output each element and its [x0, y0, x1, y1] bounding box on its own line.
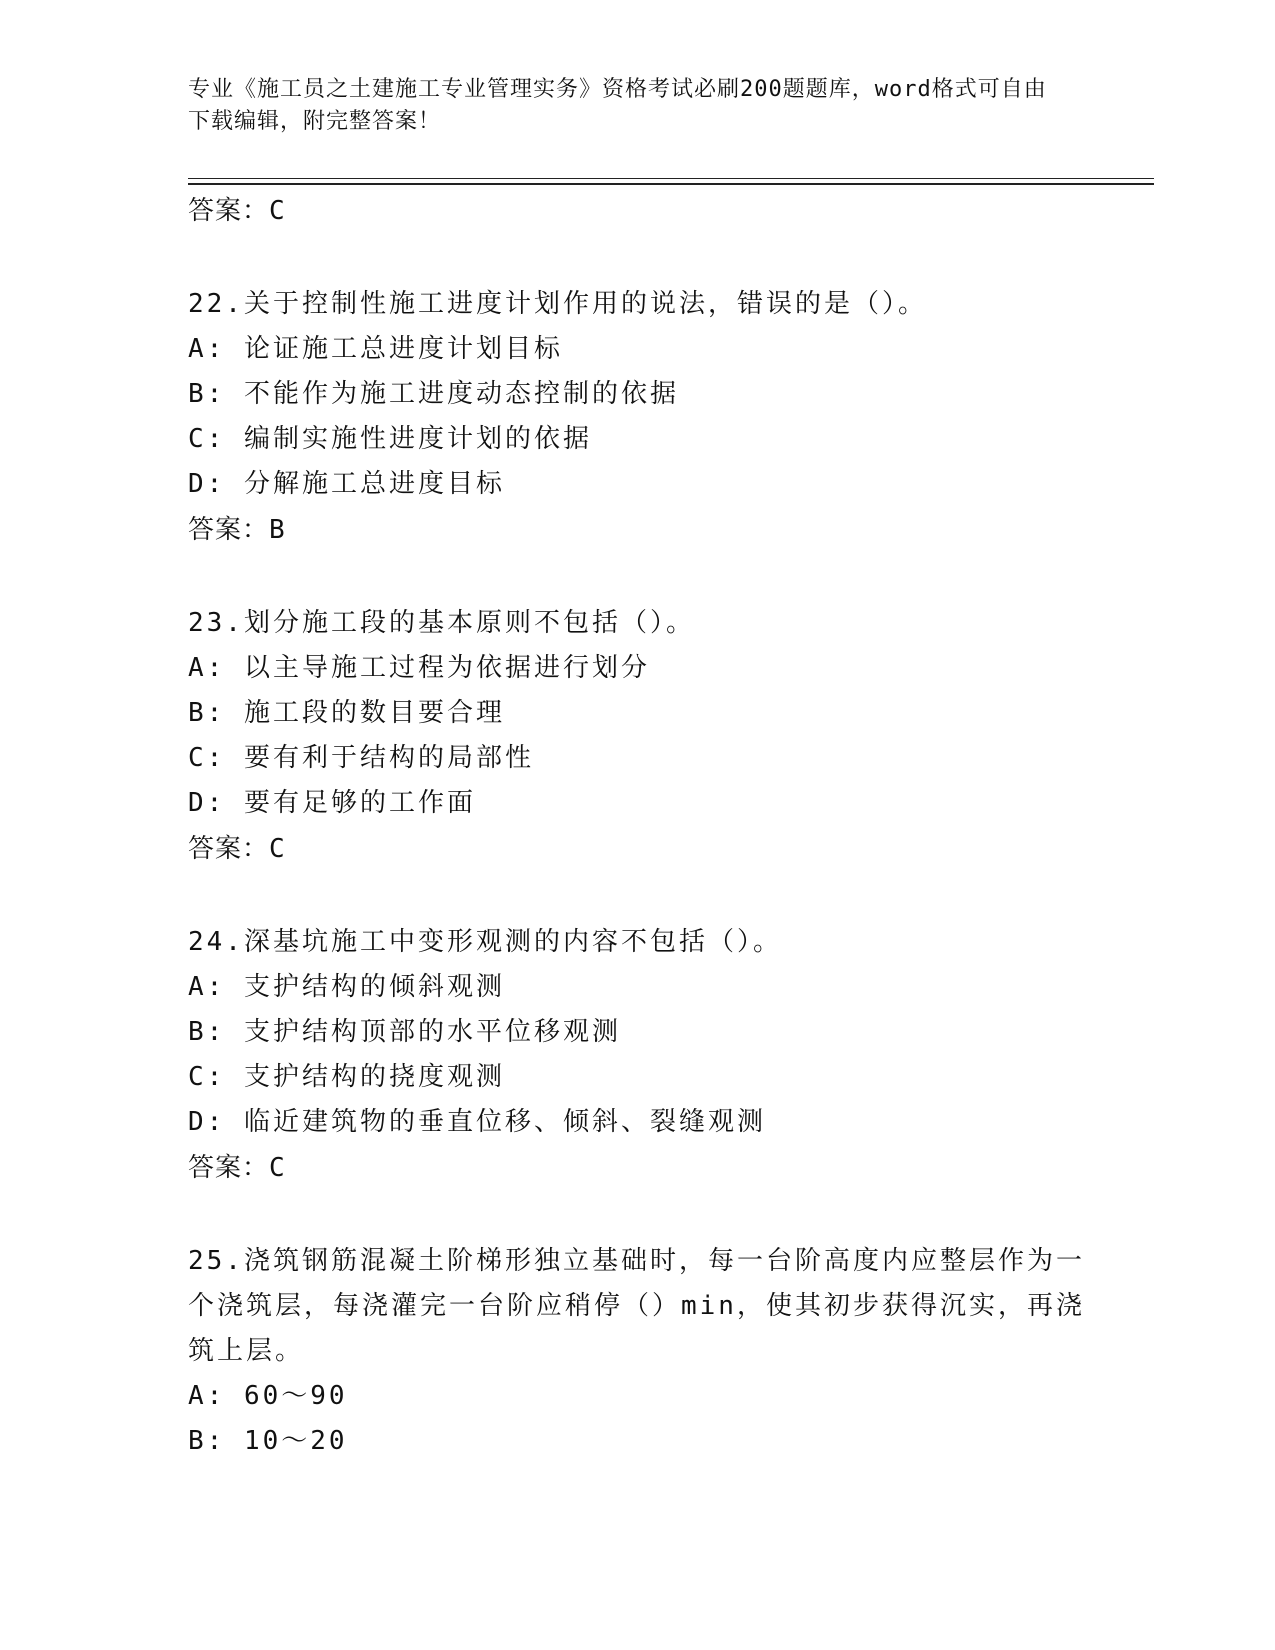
question-block [188, 282, 1088, 553]
header-rule-thick [188, 183, 1154, 185]
option-d: D: 临近建筑物的垂直位移、倾斜、裂缝观测 [188, 1107, 766, 1137]
option-b: B: 不能作为施工进度动态控制的依据 [188, 379, 679, 409]
option-b: B: 10～20 [188, 1426, 348, 1456]
option-c: C: 要有利于结构的局部性 [188, 743, 534, 773]
document-header: 专业《施工员之土建施工专业管理实务》资格考试必刷200题题库，word格式可自由下载编辑，附完整答案！ [188, 77, 1047, 134]
question-block [188, 601, 1088, 872]
question-stem: 24.深基坑施工中变形观测的内容不包括（）。 [188, 927, 782, 957]
option-b: B: 施工段的数目要合理 [188, 698, 505, 728]
option-b: B: 支护结构顶部的水平位移观测 [188, 1017, 621, 1047]
answer-line: 答案：C [188, 196, 286, 226]
option-c: C: 支护结构的挠度观测 [188, 1062, 505, 1092]
option-a: A: 支护结构的倾斜观测 [188, 972, 505, 1002]
question-list [188, 188, 1088, 1464]
option-d: D: 要有足够的工作面 [188, 788, 476, 818]
question-stem: 22.关于控制性施工进度计划作用的说法，错误的是（）。 [188, 289, 927, 319]
option-a: A: 以主导施工过程为依据进行划分 [188, 653, 650, 683]
question-block [188, 1239, 1088, 1464]
option-a: A: 60～90 [188, 1381, 348, 1411]
option-a: A: 论证施工总进度计划目标 [188, 334, 563, 364]
answer-line: 答案：C [188, 1153, 286, 1183]
answer-line: 答案：B [188, 515, 286, 545]
option-c: C: 编制实施性进度计划的依据 [188, 424, 592, 454]
question-stem: 23.划分施工段的基本原则不包括（）。 [188, 608, 695, 638]
header-rule-thin [188, 178, 1154, 179]
question-block [188, 920, 1088, 1191]
question-stem: 25.浇筑钢筋混凝土阶梯形独立基础时，每一台阶高度内应整层作为一个浇筑层，每浇灌完一台阶应稍停（）min，使其初步获得沉实，再浇筑上层。 [188, 1246, 1085, 1366]
option-d: D: 分解施工总进度目标 [188, 469, 505, 499]
answer-line: 答案：C [188, 834, 286, 864]
